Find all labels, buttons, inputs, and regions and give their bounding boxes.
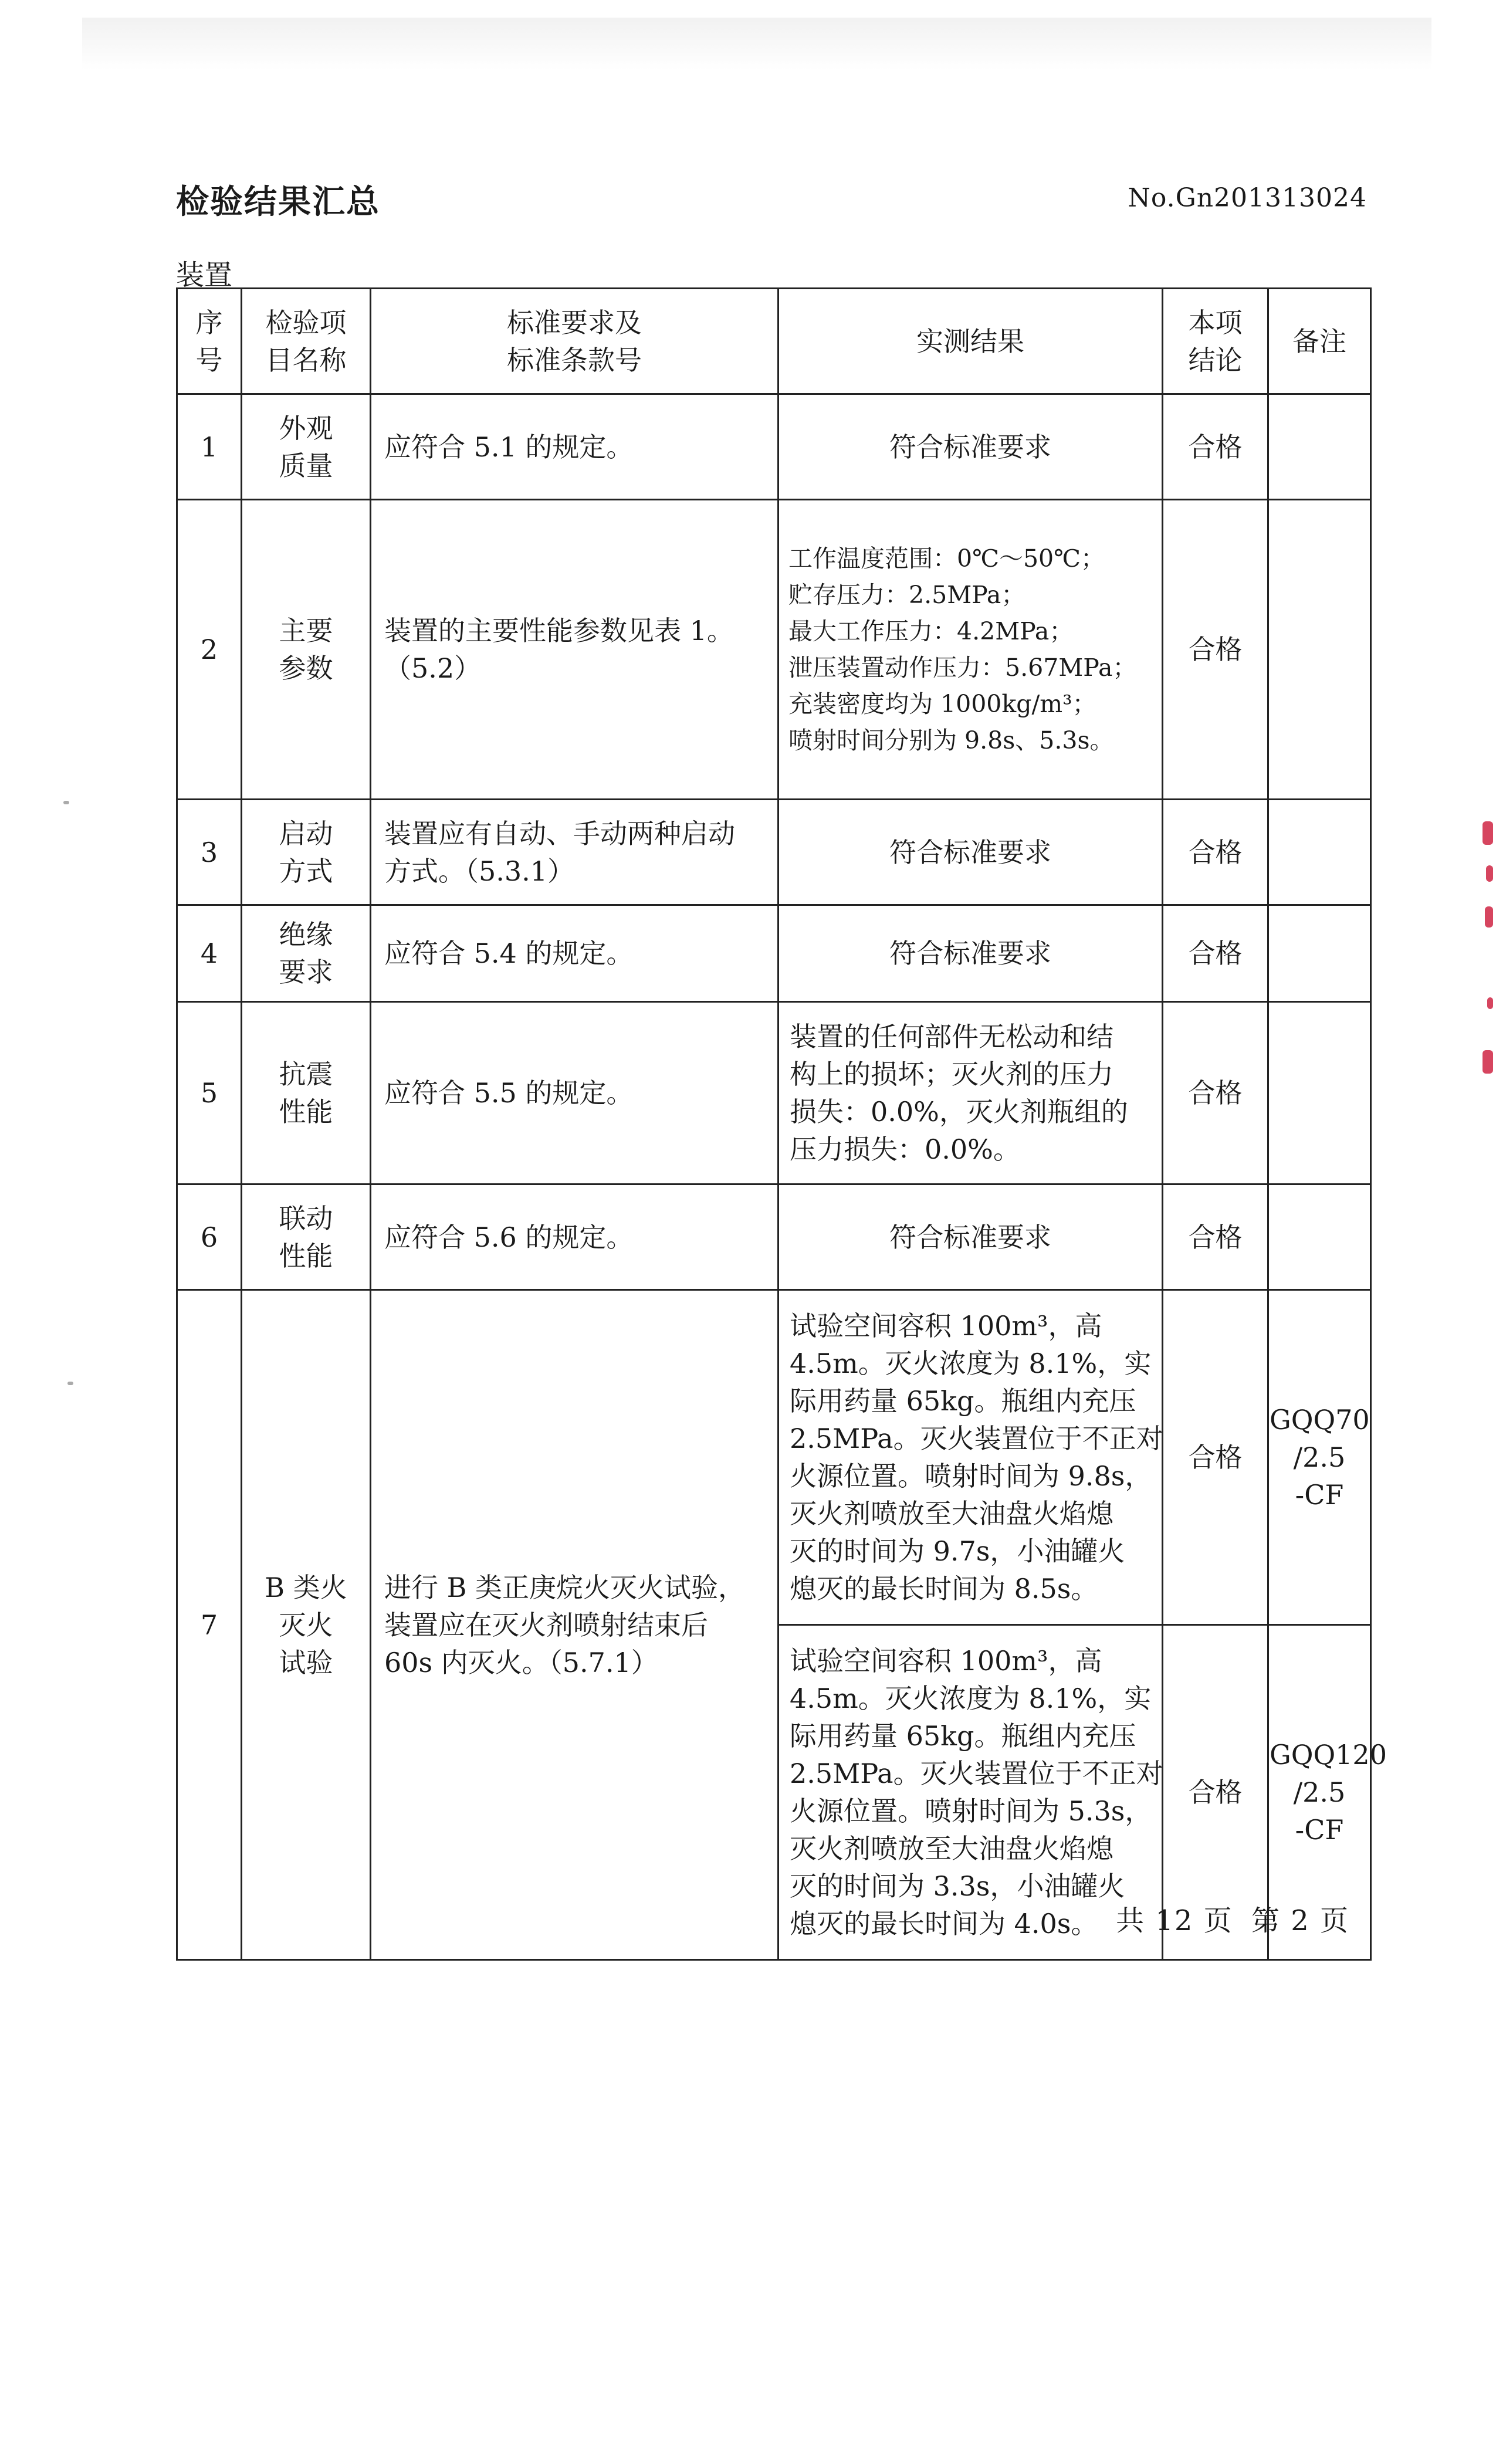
report-title: 检验结果汇总 (176, 183, 380, 221)
item-name: 启动 方式 (242, 800, 371, 905)
requirement-cell: 应符合 5.4 的规定。 (371, 905, 779, 1002)
seal-edge-mark (1483, 1050, 1493, 1074)
result-cell: 工作温度范围：0℃～50℃； 贮存压力：2.5MPa； 最大工作压力：4.2MPa； 泄压装置动作压力：5.67MPa； 充装密度均为 1000kg/m³； 喷射时间分别为 9.8s、5.3s。 (779, 500, 1163, 800)
table-row (177, 394, 1371, 500)
table-row (177, 800, 1371, 905)
row-number: 6 (177, 1184, 242, 1290)
item-name: 外观 质量 (242, 394, 371, 500)
note-cell (1268, 905, 1371, 1002)
header-conclusion: 本项 结论 (1163, 289, 1268, 394)
item-name: B 类火 灭火 试验 (242, 1290, 371, 1960)
seal-edge-mark (1486, 865, 1493, 882)
header-result: 实测结果 (779, 289, 1163, 394)
report-number: No.Gn201313024 (1128, 183, 1367, 213)
result-cell: 试验空间容积 100m³，高 4.5m。灭火浓度为 8.1%，实 际用药量 65kg。瓶组内充压 2.5MPa。灭火装置位于不正对 火源位置。喷射时间为 9.8s， 灭火剂喷放至大油盘火焰熄 灭的时间为 9.7s，小油罐火 熄灭的最长时间为 8.5s。 (779, 1290, 1163, 1625)
results-table (176, 287, 1387, 1961)
scan-shade (82, 18, 1431, 70)
row-number: 2 (177, 500, 242, 800)
note-cell (1268, 1002, 1371, 1184)
scan-speck (67, 1382, 73, 1385)
header-item: 检验项 目名称 (242, 289, 371, 394)
header-requirement: 标准要求及 标准条款号 (371, 289, 779, 394)
conclusion-cell: 合格 (1163, 1290, 1268, 1625)
note-cell (1268, 800, 1371, 905)
scan-speck (63, 801, 69, 804)
requirement-cell: 装置的主要性能参数见表 1。 （5.2） (371, 500, 779, 800)
result-cell: 符合标准要求 (779, 905, 1163, 1002)
item-name: 联动 性能 (242, 1184, 371, 1290)
conclusion-cell: 合格 (1163, 1002, 1268, 1184)
row-number: 4 (177, 905, 242, 1002)
requirement-cell: 装置应有自动、手动两种启动 方式。（5.3.1） (371, 800, 779, 905)
result-cell: 符合标准要求 (779, 394, 1163, 500)
conclusion-cell: 合格 (1163, 394, 1268, 500)
note-cell (1268, 1184, 1371, 1290)
item-name: 抗震 性能 (242, 1002, 371, 1184)
conclusion-cell: 合格 (1163, 800, 1268, 905)
table-header-row (177, 289, 1371, 394)
row-number: 7 (177, 1290, 242, 1960)
header-no: 序 号 (177, 289, 242, 394)
requirement-cell: 应符合 5.5 的规定。 (371, 1002, 779, 1184)
result-cell: 符合标准要求 (779, 800, 1163, 905)
requirement-cell: 进行 B 类正庚烷火灭火试验， 装置应在灭火剂喷射结束后 60s 内灭火。（5.7.1） (371, 1290, 779, 1960)
item-name: 主要 参数 (242, 500, 371, 800)
seal-edge-mark (1483, 821, 1493, 845)
row-number: 1 (177, 394, 242, 500)
item-name: 绝缘 要求 (242, 905, 371, 1002)
section-label: 装置 (176, 259, 233, 292)
seal-edge-mark (1487, 997, 1493, 1009)
page-current: 第 2 页 (1251, 1904, 1349, 1937)
header-note: 备注 (1268, 289, 1371, 394)
conclusion-cell: 合格 (1163, 905, 1268, 1002)
conclusion-cell: 合格 (1163, 1625, 1268, 1960)
result-cell: 装置的任何部件无松动和结 构上的损坏；灭火剂的压力 损失：0.0%，灭火剂瓶组的 压力损失：0.0%。 (779, 1002, 1163, 1184)
note-cell: GQQ120 /2.5 -CF (1268, 1625, 1371, 1960)
note-cell (1268, 500, 1371, 800)
conclusion-cell: 合格 (1163, 500, 1268, 800)
note-cell (1268, 394, 1371, 500)
table-row (177, 1002, 1371, 1184)
table-row (177, 905, 1371, 1002)
result-cell: 符合标准要求 (779, 1184, 1163, 1290)
conclusion-cell: 合格 (1163, 1184, 1268, 1290)
row-number: 3 (177, 800, 242, 905)
table-row (177, 1184, 1371, 1290)
table-row (177, 1290, 1371, 1625)
result-cell: 试验空间容积 100m³，高 4.5m。灭火浓度为 8.1%，实 际用药量 65kg。瓶组内充压 2.5MPa。灭火装置位于不正对 火源位置。喷射时间为 5.3s， 灭火剂喷放至大油盘火焰熄 灭的时间为 3.3s，小油罐火 熄灭的最长时间为 4.0s。 (779, 1625, 1163, 1960)
note-cell: GQQ70 /2.5 -CF (1268, 1290, 1371, 1625)
page-total: 共 12 页 (1116, 1904, 1233, 1937)
requirement-cell: 应符合 5.1 的规定。 (371, 394, 779, 500)
seal-edge-mark (1485, 906, 1493, 928)
page-footer (1108, 1898, 1349, 1938)
row-number: 5 (177, 1002, 242, 1184)
table-row (177, 500, 1371, 800)
requirement-cell: 应符合 5.6 的规定。 (371, 1184, 779, 1290)
